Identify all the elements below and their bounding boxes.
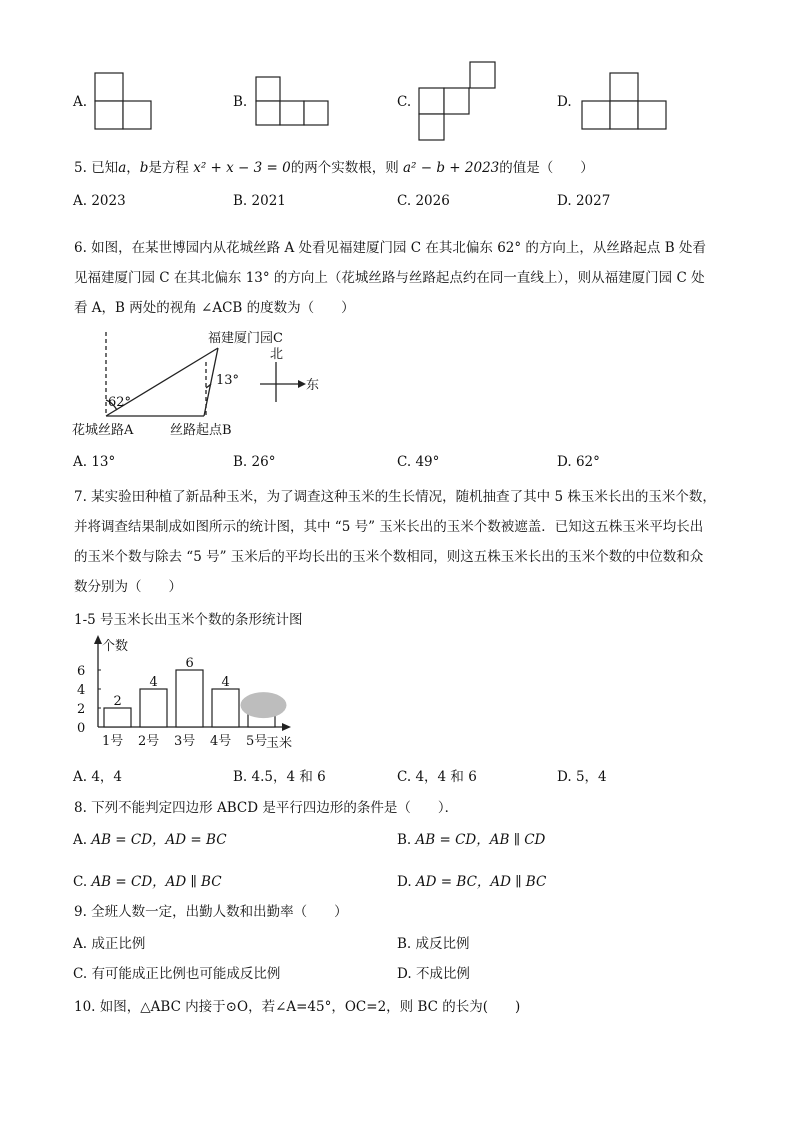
q8-option-c[interactable]: C. AB = CD，AD ∥ BC (73, 874, 222, 890)
x-axis-arrow-icon (282, 723, 291, 731)
point-label-a: 花城丝路A (72, 423, 134, 438)
q5-expression: a² − b + 2023 (403, 160, 500, 176)
q6-option-a[interactable]: A. 13° (73, 454, 116, 470)
q7-stem-line-2: 并将调查结果制成如图所示的统计图，其中 “5 号” 玉米长出的玉米个数被遮盖．已知这五株玉米平均长出 (74, 519, 704, 535)
q5-option-b[interactable]: B. 2021 (233, 193, 286, 209)
angle-label-b: 13° (216, 373, 240, 388)
q4-option-c-letter: C. (397, 94, 412, 110)
q4-option-d-letter: D. (557, 94, 572, 110)
q5-option-c[interactable]: C. 2026 (397, 193, 450, 209)
q4-option-a-figure (94, 72, 154, 132)
y-axis-label: 个数 (102, 639, 129, 654)
data-label: 4 (221, 675, 230, 690)
q8-option-d[interactable]: D. AD = BC，AD ∥ BC (397, 874, 547, 890)
q7-chart-title: 1-5 号玉米长出玉米个数的条形统计图 (74, 612, 303, 628)
q8-stem: 8. 下列不能判定四边形 ABCD 是平行四边形的条件是（ ）． (74, 800, 459, 816)
data-label: 6 (185, 656, 194, 671)
q7-stem-line-3: 的玉米个数与除去 “5 号” 玉米后的平均长出的玉米个数相同，则这五株玉米长出的玉米个数的中位数和众 (74, 549, 704, 565)
q9-option-c[interactable]: C. 有可能成正比例也可能成反比例 (73, 966, 281, 982)
y-tick-label: 4 (77, 683, 86, 698)
q5-stem-2: 是方程 (148, 160, 189, 176)
q5-number: 5. (74, 160, 87, 176)
data-label: 2 (113, 694, 122, 709)
cover-blob (241, 692, 287, 718)
q4-option-b-figure (255, 76, 335, 131)
q7-option-d[interactable]: D. 5，4 (557, 769, 607, 785)
y-tick-label: 2 (77, 702, 86, 717)
point-label-c: 福建厦门园C (208, 331, 283, 346)
q5-equation: x² + x − 3 = 0 (193, 160, 291, 176)
data-label: 4 (149, 675, 158, 690)
compass-north-label: 北 (270, 347, 284, 362)
q7-option-b[interactable]: B. 4.5，4 和 6 (233, 769, 326, 785)
y-tick-label: 6 (77, 664, 86, 679)
q4-option-a-letter: A. (73, 94, 88, 110)
bar (212, 689, 239, 727)
q6-stem-line-1: 6. 如图，在某世博园内从花城丝路 A 处看见福建厦门园 C 在其北偏东 62° 的方向上，从丝路起点 B 处看 (74, 240, 706, 256)
q6-option-c[interactable]: C. 49° (397, 454, 440, 470)
q7-stem-line-1: 7. 某实验田种植了新品种玉米，为了调查这种玉米的生长情况，随机抽查了其中 5 株玉米长出的玉米个数， (74, 489, 716, 505)
y-axis-arrow-icon (94, 635, 102, 644)
q6-stem-line-3: 看 A，B 两处的视角 ∠ACB 的度数为（ ） (74, 300, 355, 316)
q5-comma: ， (126, 160, 140, 176)
x-tick-label: 5号 (246, 734, 268, 749)
x-tick-label: 1号 (102, 734, 124, 749)
x-tick-label: 3号 (174, 734, 196, 749)
bar (104, 708, 131, 727)
q9-option-d[interactable]: D. 不成比例 (397, 966, 470, 982)
q9-option-b[interactable]: B. 成反比例 (397, 936, 470, 952)
x-tick-label: 4号 (210, 734, 232, 749)
q7-option-c[interactable]: C. 4，4 和 6 (397, 769, 477, 785)
q5-stem-1: 已知 (91, 160, 119, 176)
q5-var-b: b (139, 160, 149, 176)
q5-stem-4: 的值是（ ） (499, 160, 594, 176)
q6-figure (66, 322, 336, 437)
q5-stem (74, 156, 594, 176)
x-axis-label: 玉米 (266, 736, 293, 751)
q5-option-d[interactable]: D. 2027 (557, 193, 611, 209)
angle-label-a: 62° (108, 395, 132, 410)
q6-option-b[interactable]: B. 26° (233, 454, 276, 470)
q8-option-a[interactable]: A. AB = CD，AD = BC (73, 832, 227, 848)
q6-option-d[interactable]: D. 62° (557, 454, 600, 470)
q9-stem: 9. 全班人数一定，出勤人数和出勤率（ ） (74, 904, 348, 920)
bar (176, 670, 203, 727)
compass-icon (260, 347, 319, 402)
q7-stem-line-4: 数分别为（ ） (74, 579, 182, 595)
q8-option-b[interactable]: B. AB = CD，AB ∥ CD (397, 832, 546, 848)
q6-stem-line-2: 见福建厦门园 C 在其北偏东 13° 的方向上（花城丝路与丝路起点约在同一直线上），则从福建厦门园 C 处 (74, 270, 705, 286)
bar (140, 689, 167, 727)
q4-option-c-figure (418, 61, 498, 143)
q7-bar-chart (70, 632, 310, 757)
compass-east-label: 东 (306, 378, 320, 393)
q4-option-b-letter: B. (233, 94, 248, 110)
x-tick-label: 2号 (138, 734, 160, 749)
q5-var-a: a (118, 160, 127, 176)
q5-option-a[interactable]: A. 2023 (73, 193, 126, 209)
point-label-b: 丝路起点B (170, 423, 232, 438)
q10-stem: 10. 如图，△ABC 内接于⊙O，若∠A=45°，OC=2，则 BC 的长为( ) (74, 999, 521, 1015)
y-tick-label: 0 (77, 721, 86, 736)
q7-option-a[interactable]: A. 4，4 (73, 769, 123, 785)
q5-stem-3: 的两个实数根，则 (290, 160, 399, 176)
q9-option-a[interactable]: A. 成正比例 (73, 936, 146, 952)
q4-option-d-figure (581, 72, 671, 132)
